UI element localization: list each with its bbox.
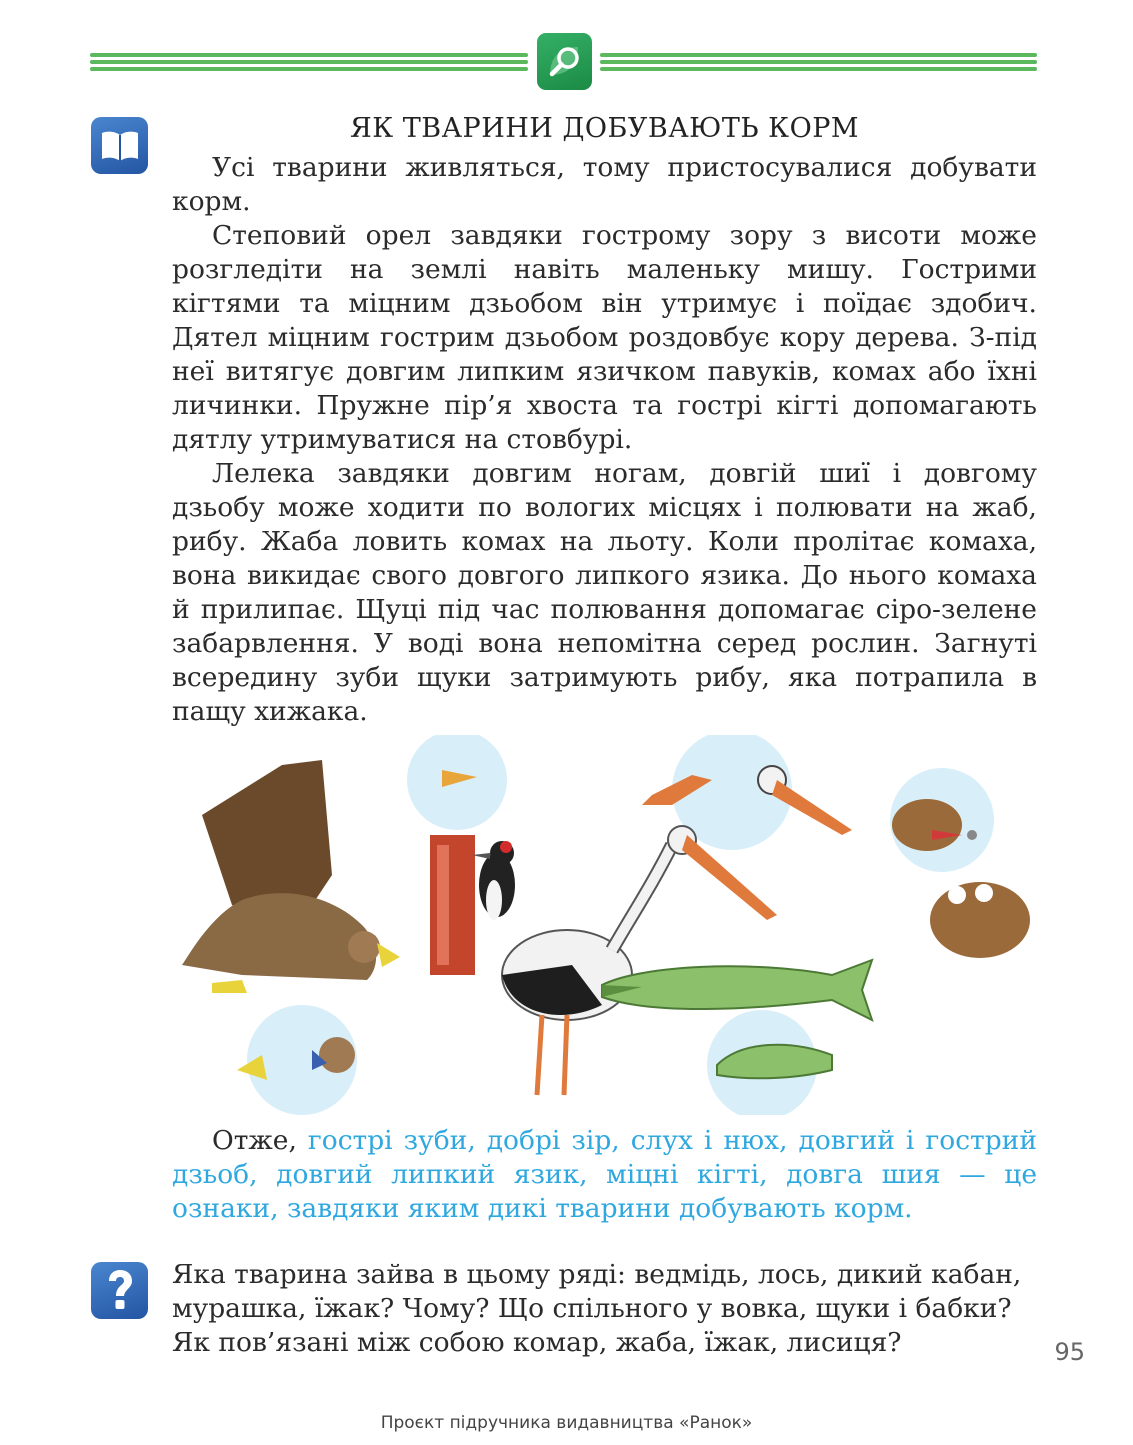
page-title: ЯК ТВАРИНИ ДОБУВАЮТЬ КОРМ: [349, 113, 860, 144]
pike-drawing: [602, 960, 872, 1020]
eagle-drawing: [182, 760, 400, 993]
page-number: 95: [1054, 1338, 1085, 1366]
summary-paragraph: [172, 1124, 1037, 1226]
summary-highlight: гострі зуби, добрі зір, слух і нюх, довгий і гострий дзьоб, довгий липкий язик, міцні кігті, довга шия — це ознаки, завдяки яким дикі тварини добувають корм.: [172, 1125, 1038, 1224]
frog-drawing: [930, 882, 1030, 958]
animals-illustration: [172, 735, 1042, 1115]
open-book-icon: [91, 117, 148, 174]
summary-lead: Отже,: [212, 1125, 308, 1156]
paragraph-3: Лелека завдяки довгим ногам, довгій шиї і довгому дзьобу може ходити по вологих місцях і полювати на жаб, рибу. Жаба ловить комах на льоту. Коли пролітає комаха, вона викидає свого довгого липкого язика. До нього комаха й прилипає. Щуці під час полювання допомагає сіро-зелене забарвлення. У воді вона непомітна серед рослин. Загнуті всередину зуби щуки затримують рибу, яка потрапила в пащу хижака.: [172, 458, 1037, 727]
magnifier-leaf-icon: [537, 33, 592, 90]
body-text: [172, 151, 1037, 729]
woodpecker-drawing: [430, 835, 515, 975]
footer-text: Проєкт підручника видавництва «Ранок»: [380, 1413, 753, 1433]
paragraph-2: Степовий орел завдяки гострому зору з висоти може розгледіти на землі навіть маленьку мишу. Гострими кігтями та міцним дзьобом він утримує і поїдає здобич. Дятел міцним гострим дзьобом роздовбує кору дерева. З-під неї витягує довгим липким язичком павуків, комах або їхні личинки. Пружне пір’я хвоста та гострі кігті допомагають дятлу утримуватися на стовбурі.: [172, 220, 1037, 455]
paragraph-1: Усі тварини живляться, тому пристосувалися добувати корм.: [172, 152, 1037, 217]
question-text: Яка тварина зайва в цьому ряді: ведмідь, лось, дикий кабан, мурашка, їжак? Чому? Що спільного у вовка, щуки і бабки? Як пов’язані між собою комар, жаба, їжак, лисиця?: [172, 1259, 1022, 1358]
question-mark-icon: [91, 1262, 148, 1319]
